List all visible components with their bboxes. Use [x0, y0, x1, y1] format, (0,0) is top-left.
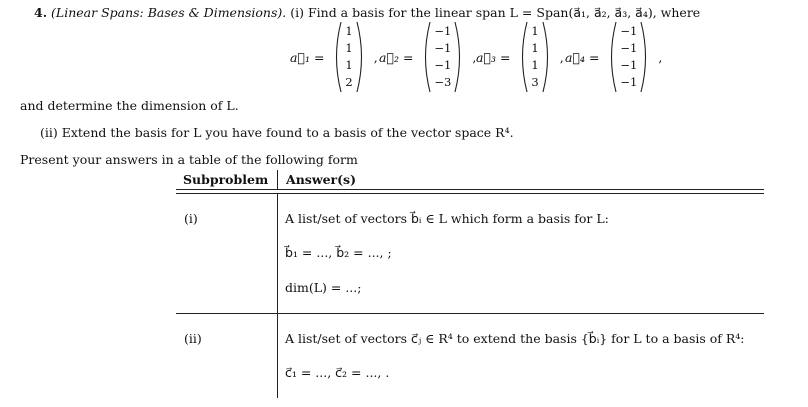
- left-paren-icon: [516, 20, 530, 94]
- vector-separator: ,: [472, 49, 477, 65]
- vector-entries: [344, 23, 353, 91]
- vector-entry: 1: [345, 58, 353, 72]
- row-answer-line: b⃗₁ = ..., b⃗₂ = ..., ;: [285, 245, 392, 260]
- table-rule-top-double: [176, 193, 764, 194]
- vector-entry: 1: [531, 58, 539, 72]
- vector-entry: 1: [531, 24, 539, 38]
- table-column-divider: [277, 193, 278, 398]
- dimension-text: and determine the dimension of L.: [20, 98, 239, 113]
- table-header-divider: [277, 170, 278, 190]
- column-vector: [565, 20, 662, 94]
- vector-entry: −3: [434, 75, 452, 89]
- vector-separator: ,: [373, 49, 378, 65]
- left-paren-icon: [605, 20, 619, 94]
- present-instruction: Present your answers in a table of the following form: [20, 152, 358, 167]
- vector-entry: 1: [345, 41, 353, 55]
- vector-name: a⃗₃ =: [476, 49, 511, 65]
- table-rule-top: [176, 189, 764, 190]
- right-paren-icon: [540, 20, 554, 94]
- vector-entry: 1: [345, 24, 353, 38]
- left-paren-icon: [330, 20, 344, 94]
- problem-statement-line: [34, 5, 700, 20]
- column-vector: [290, 20, 378, 94]
- problem-topic: (Linear Spans: Bases & Dimensions).: [51, 5, 287, 20]
- problem-number: 4.: [34, 5, 48, 20]
- vector-name: a⃗₄ =: [565, 49, 600, 65]
- vector-entry: −1: [620, 58, 638, 72]
- row-label: (ii): [184, 331, 202, 346]
- vector-entry: −1: [620, 41, 638, 55]
- vector-entries: [433, 23, 452, 91]
- column-vector: [476, 20, 564, 94]
- vector-entries: [530, 23, 539, 91]
- row-answer-line: A list/set of vectors c⃗ⱼ ∈ R⁴ to extend the basis {b⃗ᵢ} for L to a basis of R⁴:: [285, 331, 745, 346]
- vector-entries: [619, 23, 638, 91]
- vector-entry: 3: [531, 75, 539, 89]
- vector-entry: 2: [345, 75, 353, 89]
- vector-entry: −1: [434, 24, 452, 38]
- vector-separator: ,: [658, 49, 663, 65]
- vector-entry: 1: [531, 41, 539, 55]
- right-paren-icon: [354, 20, 368, 94]
- right-paren-icon: [452, 20, 466, 94]
- table-header-subproblem: Subproblem: [183, 172, 269, 187]
- vector-entry: −1: [434, 58, 452, 72]
- row-label: (i): [184, 211, 198, 226]
- table-row-separator: [176, 313, 764, 314]
- table-header-answers: Answer(s): [286, 172, 356, 187]
- column-vector: [379, 20, 476, 94]
- part-ii-text: (ii) Extend the basis for L you have found to a basis of the vector space R⁴.: [40, 125, 514, 140]
- row-answer-line: c⃗₁ = ..., c⃗₂ = ..., .: [285, 365, 390, 380]
- vector-name: a⃗₂ =: [379, 49, 414, 65]
- vector-name: a⃗₁ =: [290, 49, 325, 65]
- vector-entry: −1: [620, 75, 638, 89]
- row-answer-line: A list/set of vectors b⃗ᵢ ∈ L which form a basis for L:: [285, 211, 609, 226]
- vector-entry: −1: [434, 41, 452, 55]
- right-paren-icon: [638, 20, 652, 94]
- vector-entry: −1: [620, 24, 638, 38]
- part-i-prefix: (i) Find a basis for the linear span: [290, 5, 506, 20]
- vector-separator: ,: [559, 49, 564, 65]
- row-answer-line: dim(L) = ...;: [285, 280, 362, 295]
- span-expression: L = Span(a⃗₁, a⃗₂, a⃗₃, a⃗₄), where: [509, 5, 701, 20]
- left-paren-icon: [419, 20, 433, 94]
